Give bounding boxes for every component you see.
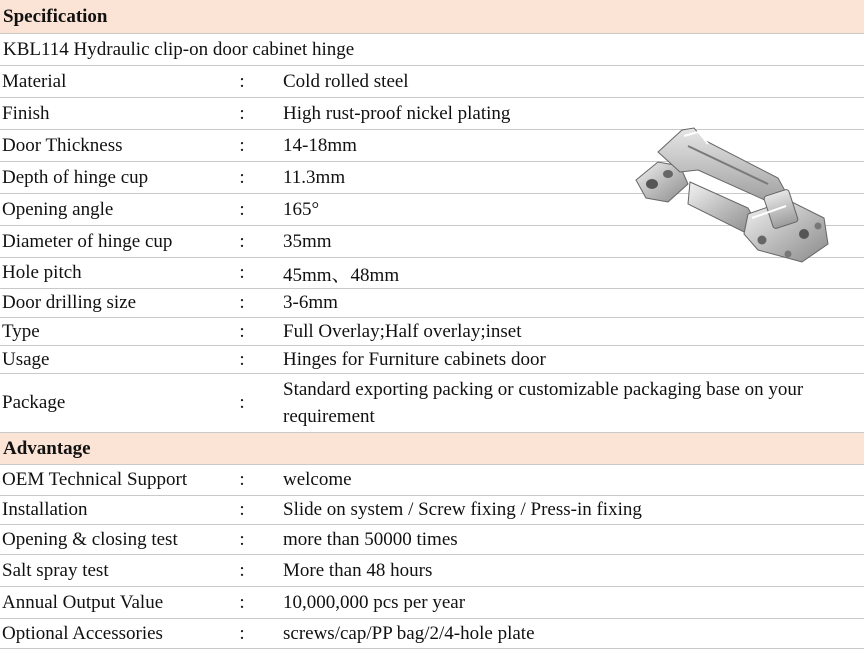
spec-value: 11.3mm	[283, 166, 346, 188]
spec-value: Hinges for Furniture cabinets door	[283, 348, 546, 370]
advantage-row-cycle-test	[0, 525, 864, 555]
spec-separator: :	[239, 134, 245, 156]
spec-separator: :	[239, 166, 245, 188]
spec-key: Usage	[2, 348, 50, 370]
advantage-key: Annual Output Value	[2, 591, 164, 613]
spec-value: High rust-proof nickel plating	[283, 102, 511, 124]
advantage-value: screws/cap/PP bag/2/4-hole plate	[283, 622, 535, 644]
advantage-row-oem	[0, 465, 864, 496]
advantage-separator: :	[239, 622, 245, 644]
advantage-key: Installation	[2, 499, 88, 520]
spec-value: Standard exporting packing or customizable packaging base on your requirement	[283, 379, 804, 427]
spec-row-material	[0, 66, 864, 98]
advantage-key: OEM Technical Support	[2, 469, 188, 490]
advantage-key: Optional Accessories	[2, 622, 163, 644]
advantage-title: Advantage	[3, 437, 91, 459]
specification-title: Specification	[3, 5, 108, 27]
spec-key: Type	[2, 320, 40, 342]
spec-value: 45mm、48mm	[283, 264, 400, 286]
spec-separator: :	[239, 262, 245, 283]
specification-header	[0, 0, 864, 34]
advantage-value: 10,000,000 pcs per year	[283, 591, 466, 613]
spec-value: Full Overlay;Half overlay;inset	[283, 320, 522, 342]
spec-value: 14-18mm	[283, 134, 357, 156]
spec-separator: :	[239, 320, 245, 342]
spec-key: Material	[2, 70, 67, 92]
spec-row-type	[0, 318, 864, 346]
product-name: KBL114 Hydraulic clip-on door cabinet hinge	[3, 38, 355, 60]
advantage-key: Salt spray test	[2, 559, 109, 581]
spec-key: Finish	[2, 102, 50, 124]
spec-key: Package	[2, 392, 66, 413]
advantage-key: Opening & closing test	[2, 528, 178, 550]
advantage-separator: :	[239, 528, 245, 550]
advantage-header	[0, 433, 864, 465]
advantage-row-accessories	[0, 619, 864, 649]
spec-separator: :	[239, 70, 245, 92]
spec-row-package	[0, 374, 864, 433]
spec-value: 35mm	[283, 230, 332, 252]
spec-key: Door Thickness	[2, 134, 123, 156]
spec-separator: :	[239, 230, 245, 252]
advantage-value: More than 48 hours	[283, 559, 433, 581]
spec-row-usage	[0, 346, 864, 374]
spec-value: 3-6mm	[283, 292, 338, 313]
spec-key: Depth of hinge cup	[2, 166, 149, 188]
spec-key: Hole pitch	[2, 262, 82, 283]
advantage-row-installation	[0, 496, 864, 525]
advantage-value: more than 50000 times	[283, 528, 458, 550]
spec-separator: :	[239, 102, 245, 124]
advantage-separator: :	[239, 499, 245, 520]
spec-separator: :	[239, 292, 245, 313]
advantage-row-output	[0, 587, 864, 619]
spec-key: Opening angle	[2, 198, 114, 220]
spec-separator: :	[239, 392, 245, 413]
spec-value: Cold rolled steel	[283, 70, 409, 92]
advantage-separator: :	[239, 559, 245, 581]
spec-separator: :	[239, 348, 245, 370]
hinge-photo	[628, 122, 834, 282]
spec-key: Diameter of hinge cup	[2, 230, 173, 252]
product-name-row	[0, 34, 864, 66]
advantage-separator: :	[239, 591, 245, 613]
advantage-value: Slide on system / Screw fixing / Press-in fixing	[283, 499, 642, 520]
spec-row-drilling-size	[0, 289, 864, 318]
spec-value: 165°	[283, 198, 320, 220]
advantage-separator: :	[239, 469, 245, 490]
advantage-row-salt-spray	[0, 555, 864, 587]
spec-key: Door drilling size	[2, 292, 137, 313]
spec-separator: :	[239, 198, 245, 220]
advantage-value: welcome	[283, 469, 352, 490]
